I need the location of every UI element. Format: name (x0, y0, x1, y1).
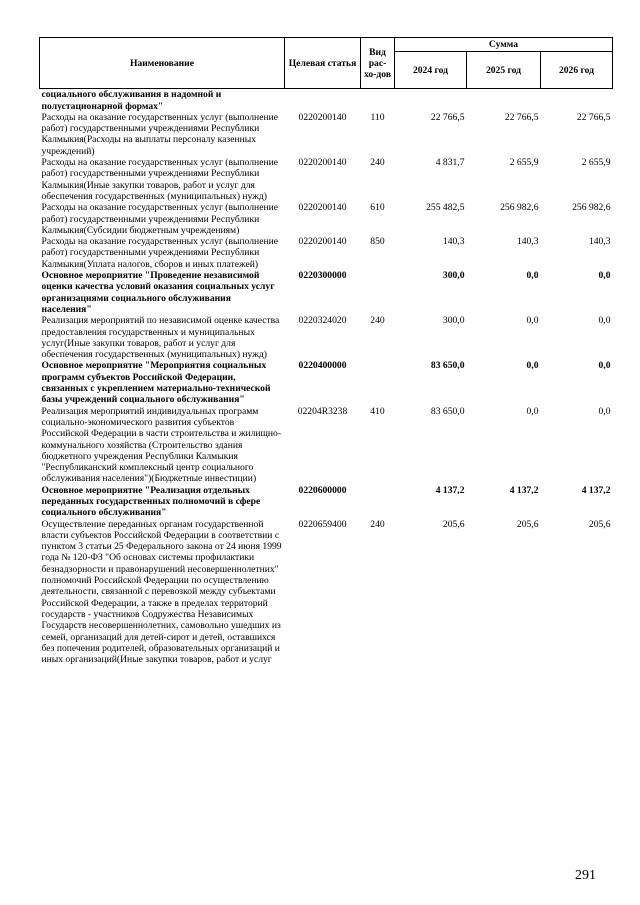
row-target-code: 0220200140 (298, 202, 347, 214)
table-row (40, 112, 613, 157)
row-sum-2025: 205,6 (516, 518, 539, 530)
row-target-code: 0220300000 (298, 270, 347, 282)
header-year-2025: 2025 год (467, 52, 541, 89)
table-row (40, 89, 613, 112)
row-name: Основное мероприятие "Реализация отдельных переданных государственных полномочий в сфере социального обслуживания" (41, 484, 261, 519)
row-expense-type: 110 (370, 111, 385, 123)
row-target-code: 0220659400 (298, 518, 347, 530)
row-expense-type (361, 270, 395, 315)
row-sum-2025: 22 766,5 (504, 111, 539, 123)
row-sum-2024: 22 766,5 (430, 111, 465, 123)
header-name: Наименование (40, 38, 285, 89)
header-sum: Сумма (395, 38, 613, 52)
row-sum-2026: 0,0 (598, 405, 611, 417)
row-sum-2024: 140,3 (442, 236, 465, 248)
table-row (40, 519, 613, 666)
row-name: Реализация мероприятий индивидуальных программ социально-экономического развития субъектов Российской Федерации в части строительства и жилищно-коммунального хозяйства (Строительство здания бюджетного учреждения Республики Калмыкия "Республиканский комплексный центр социального обслуживания населения")(Бюджетные инвестиции) (41, 405, 282, 485)
page-number: 291 (575, 868, 596, 883)
budget-table (39, 37, 613, 665)
row-sum-2026: 0,0 (598, 360, 611, 372)
row-name: Реализация мероприятий по независимой оценке качества предоставления государственных и муниципальных услуг(Иные закупки товаров, работ и услуг для обеспечения государственных (муниципальных) нужд) (41, 315, 280, 361)
row-sum-2024: 300,0 (442, 270, 465, 282)
row-expense-type: 240 (370, 315, 385, 327)
row-sum-2025: 0,0 (526, 360, 539, 372)
row-sum-2025: 256 982,6 (500, 202, 539, 214)
row-sum-2026: 22 766,5 (576, 111, 611, 123)
row-expense-type: 240 (370, 518, 385, 530)
row-target-code: 0220600000 (298, 484, 347, 496)
row-sum-2025: 0,0 (526, 315, 539, 327)
table-row (40, 485, 613, 519)
row-target-code: 0220400000 (298, 360, 347, 372)
row-expense-type: 240 (370, 157, 385, 169)
table-row (40, 315, 613, 360)
row-name: социального обслуживания в надомной и полустационарной формах" (41, 89, 222, 112)
row-name: Расходы на оказание государственных услуг (выполнение работ) государственными учреждениями Республики Калмыкия(Субсидии бюджетным учреждениям) (41, 202, 278, 236)
row-sum-2024: 205,6 (442, 518, 465, 530)
row-sum-2025: 4 137,2 (509, 484, 539, 496)
row-sum-2026 (541, 89, 613, 112)
row-sum-2026: 2 655,9 (581, 157, 611, 169)
header-vid: Вид рас-хо-дов (361, 38, 395, 89)
header-year-2026: 2026 год (541, 52, 613, 89)
row-sum-2024: 4 831,7 (435, 157, 465, 169)
row-sum-2026: 0,0 (598, 270, 611, 282)
table-row (40, 202, 613, 236)
row-sum-2025: 2 655,9 (509, 157, 539, 169)
table-row (40, 157, 613, 202)
table-row (40, 360, 613, 405)
row-target-code (285, 89, 361, 112)
row-name: Расходы на оказание государственных услуг (выполнение работ) государственными учреждениями Республики Калмыкия(Иные закупки товаров, работ и услуг для обеспечения государственных (муниципальных) нужд) (41, 157, 278, 202)
row-sum-2026: 0,0 (598, 315, 611, 327)
row-sum-2024: 83 650,0 (430, 360, 465, 372)
row-sum-2024: 4 137,2 (435, 484, 465, 496)
row-sum-2026: 256 982,6 (572, 202, 611, 214)
table-row (40, 406, 613, 485)
table-body (40, 89, 613, 666)
row-sum-2025 (467, 89, 541, 112)
header-code: Целевая статья (285, 38, 361, 89)
row-expense-type: 610 (370, 202, 385, 214)
row-name: Основное мероприятие "Проведение независимой оценки качества условий оказания социальных услуг организациями социального обслуживания населения" (41, 270, 275, 315)
row-sum-2024: 83 650,0 (430, 405, 465, 417)
row-target-code: 0220200140 (298, 111, 347, 123)
row-name: Расходы на оказание государственных услуг (выполнение работ) государственными учреждениями Республики Калмыкия(Уплата налогов, сборов и иных платежей) (41, 236, 278, 270)
row-sum-2026: 205,6 (588, 518, 611, 530)
row-target-code: 0220324020 (298, 315, 347, 327)
row-expense-type (361, 485, 395, 519)
row-sum-2024: 255 482,5 (426, 202, 465, 214)
table-row (40, 236, 613, 270)
table-row (40, 270, 613, 315)
row-sum-2025: 140,3 (516, 236, 539, 248)
row-target-code: 0220200140 (298, 157, 347, 169)
row-expense-type: 410 (370, 405, 385, 417)
row-sum-2024 (395, 89, 467, 112)
row-expense-type (361, 360, 395, 405)
row-sum-2026: 4 137,2 (581, 484, 611, 496)
row-expense-type: 850 (370, 236, 385, 248)
header-year-2024: 2024 год (395, 52, 467, 89)
row-sum-2025: 0,0 (526, 405, 539, 417)
row-sum-2026: 140,3 (588, 236, 611, 248)
row-sum-2024: 300,0 (442, 315, 465, 327)
table-header (40, 38, 613, 89)
row-sum-2025: 0,0 (526, 270, 539, 282)
row-name: Основное мероприятие "Мероприятия социальных программ субъектов Российской Федерации, связанных с укреплением материально-технической базы учреждений социального обслуживания" (41, 360, 271, 406)
row-target-code: 02204R3238 (297, 405, 348, 417)
row-name: Осуществление переданных органам государственной власти субъектов Российской Федерации в соответствии с пунктом 3 статьи 25 Федерального закона от 24 июня 1999 года № 120-ФЗ "Об основах системы профилактики безнадзорности и правонарушений несовершеннолетних" полномочий Российской Федерации по осуществлению деятельности, связанной с перевозкой между субъектами Российской Федерации, а также в пределах территорий государств - участников Содружества Независимых Государств несовершеннолетних, самовольно ушедших из семей, организаций для детей-сирот и детей, оставшихся без попечения родителей, образовательных организаций и иных организаций(Иные закупки товаров, работ и услуг (41, 518, 282, 666)
row-expense-type (361, 89, 395, 112)
row-name: Расходы на оказание государственных услуг (выполнение работ) государственными учреждениями Республики Калмыкия(Расходы на выплаты персоналу казенных учреждений) (41, 111, 278, 157)
row-target-code: 0220200140 (298, 236, 347, 248)
